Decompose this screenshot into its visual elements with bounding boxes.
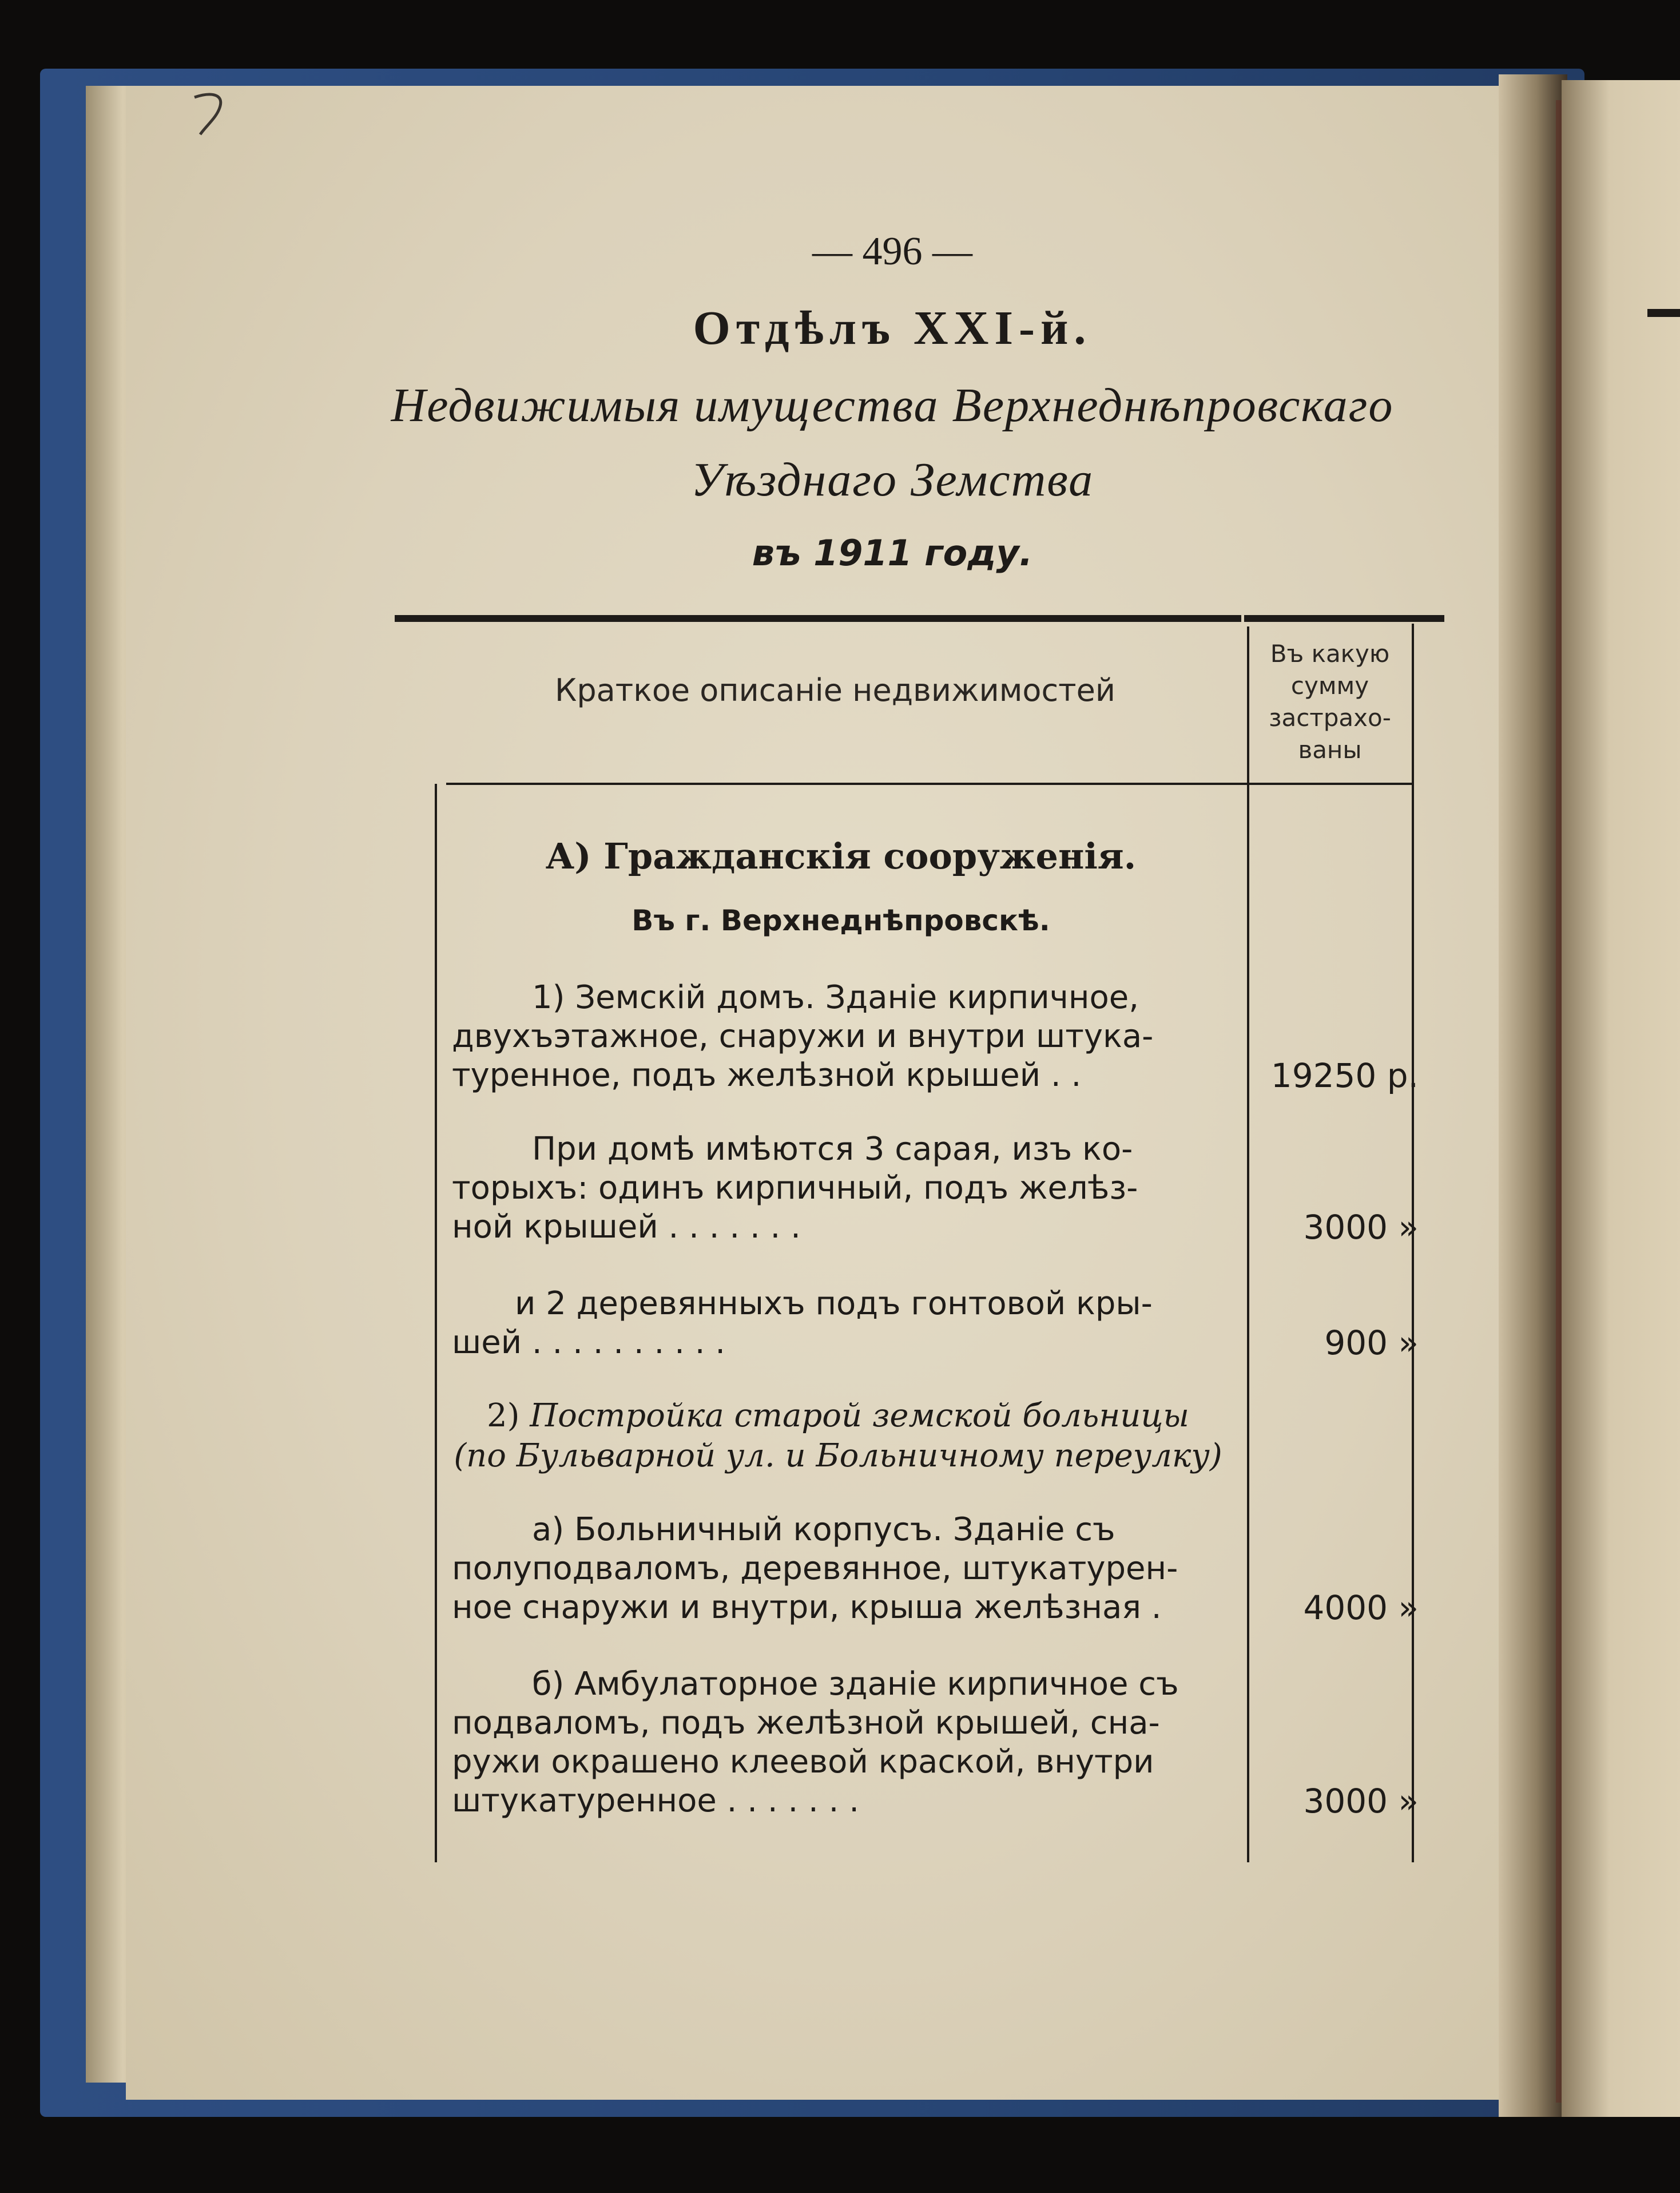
- table-left-border: [435, 784, 437, 1862]
- entry-amount: 900 »: [1324, 1323, 1419, 1362]
- group-heading: А) Гражданскiя сооруженiя.: [545, 835, 1137, 877]
- page-number: — 496 —: [812, 229, 972, 273]
- section-heading: Отдѣлъ XXI-й.: [693, 302, 1092, 355]
- header-sum-line: сумму: [1290, 672, 1369, 700]
- entry-description: [452, 1284, 1230, 1362]
- subsection-title: Постройка старой земской больницы: [530, 1397, 1190, 1434]
- entry-description: [452, 1665, 1230, 1821]
- title-line-1: Недвижимыя имущества Верхнеднѣпровскаго: [391, 379, 1394, 432]
- table-top-rule-left: [395, 615, 1241, 622]
- entry-line: торыхъ: одинъ кирпичный, подъ желѣз-: [452, 1169, 1138, 1207]
- entry-description: [452, 1510, 1230, 1627]
- facing-page: [1562, 80, 1680, 2117]
- entry-line: штукатуренное . . . . . . .: [452, 1782, 860, 1819]
- entry-line: двухъэтажное, снаружи и внутри штука-: [452, 1018, 1154, 1055]
- column-divider: [1247, 626, 1249, 1862]
- entry-line: подваломъ, подъ желѣзной крышей, сна-: [452, 1704, 1160, 1742]
- entry-line: При домѣ имѣются 3 сарая, изъ ко-: [532, 1131, 1133, 1168]
- entry-line: туренное, подъ желѣзной крышей . .: [452, 1057, 1082, 1094]
- title-line-2: Уѣзднаго Земства: [690, 453, 1094, 506]
- entry-description: [452, 1130, 1230, 1247]
- entry-line: ной крышей . . . . . . .: [452, 1208, 801, 1246]
- entry-amount: 3000 »: [1303, 1782, 1419, 1821]
- entry-line: и 2 деревянныхъ подъ гонтовой кры-: [515, 1285, 1153, 1322]
- entry-line: ное снаружи и внутри, крыша желѣзная .: [452, 1589, 1162, 1626]
- entry-line: 1) Земскiй домъ. Зданiе кирпичное,: [532, 979, 1139, 1016]
- subsection-heading: [432, 1396, 1244, 1476]
- entry-amount: 19250 р.: [1270, 1056, 1419, 1095]
- pencil-mark: [189, 86, 235, 137]
- entry-line: шей . . . . . . . . . .: [452, 1324, 726, 1361]
- entry-description: [452, 978, 1230, 1095]
- entry-amount: 3000 »: [1303, 1208, 1419, 1247]
- subsection-number: 2): [486, 1397, 520, 1434]
- column-header-description: Краткое описанiе недвижимостей: [555, 672, 1115, 708]
- table-top-rule-right: [1244, 615, 1444, 622]
- city-heading: Въ г. Верхнеднѣпровскѣ.: [632, 904, 1050, 937]
- entry-line: б) Амбулаторное зданiе кирпичное съ: [532, 1665, 1179, 1703]
- header-sum-line: Въ какую: [1270, 640, 1390, 668]
- subsection-line-1: [432, 1396, 1244, 1436]
- subsection-line-2: (по Бульварной ул. и Больничному переулку): [454, 1437, 1222, 1474]
- entry-line: а) Больничный корпусъ. Зданiе съ: [532, 1511, 1115, 1548]
- column-header-insured-sum: [1247, 638, 1413, 766]
- header-sum-line: застрахо-: [1269, 704, 1391, 732]
- header-divider: [446, 783, 1413, 785]
- header-sum-line: ваны: [1298, 736, 1362, 764]
- facing-page-rule: [1647, 309, 1680, 317]
- entry-line: полуподваломъ, деревянное, штукатурен-: [452, 1550, 1178, 1587]
- entry-amount: 4000 »: [1303, 1588, 1419, 1627]
- entry-line: ружи окрашено клеевой краской, внутри: [452, 1743, 1154, 1780]
- year-line: въ 1911 году.: [752, 532, 1033, 574]
